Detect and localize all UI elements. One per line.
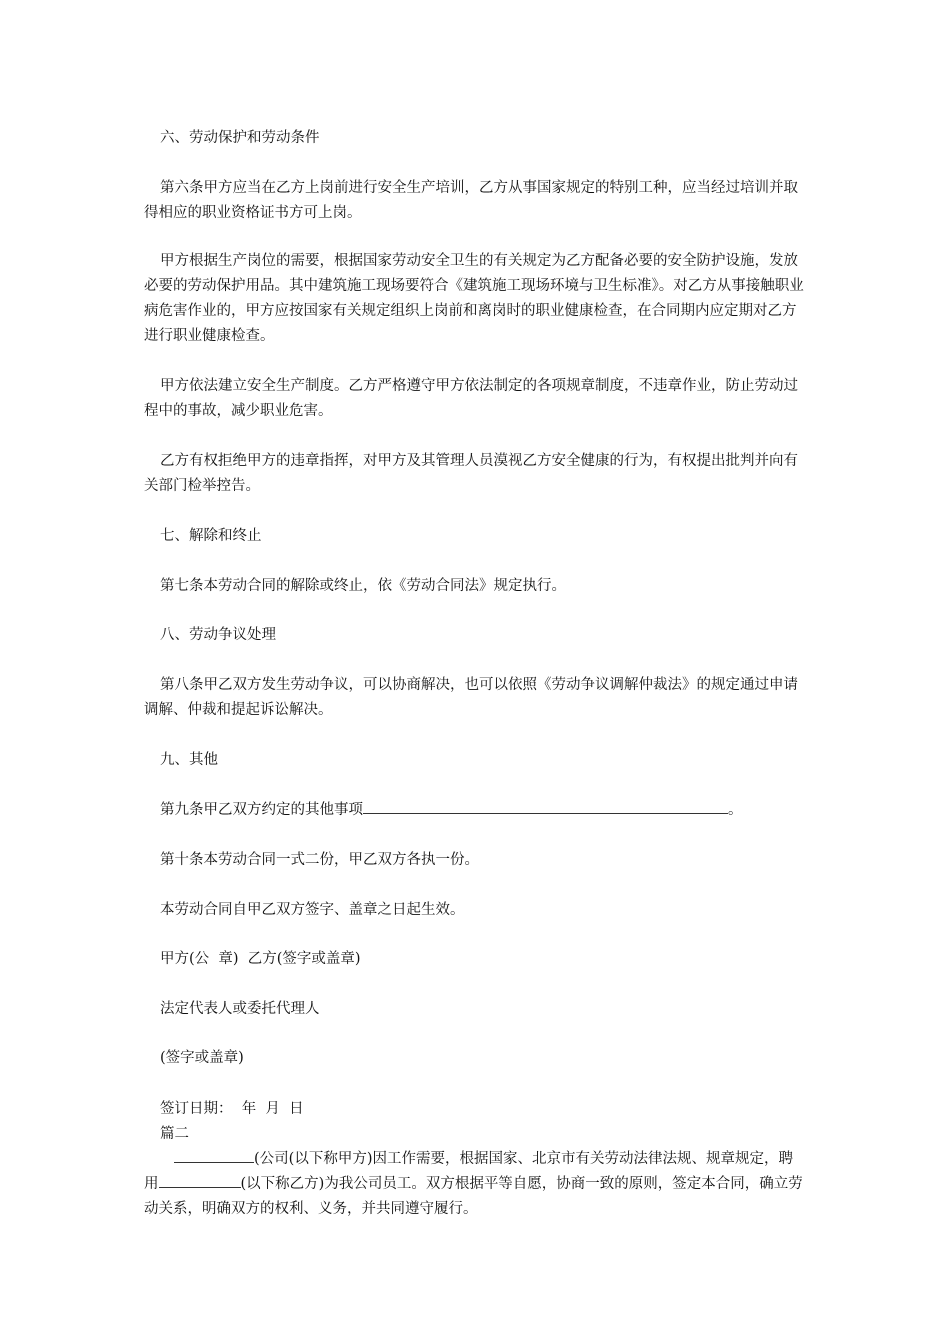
article-9-paragraph: [144, 798, 804, 823]
section-9-heading: 九、其他: [160, 752, 218, 768]
article-10-paragraph: 第十条本劳动合同一式二份，甲乙双方各执一份。: [160, 852, 479, 868]
refusal-right-paragraph: 乙方有权拒绝甲方的违章指挥，对甲方及其管理人员漠视乙方安全健康的行为，有权提出批判并向有关部门检举控告。: [144, 453, 798, 494]
section-7-heading: 七、解除和终止: [160, 528, 262, 544]
safety-system-paragraph: 甲方依法建立安全生产制度。乙方严格遵守甲方依法制定的各项规章制度，不违章作业，防止劳动过程中的事故，减少职业危害。: [144, 378, 798, 419]
article-7-paragraph: 第七条本劳动合同的解除或终止，依《劳动合同法》规定执行。: [160, 578, 566, 594]
article-6-paragraph: 第六条甲方应当在乙方上岗前进行安全生产培训，乙方从事国家规定的特别工种，应当经过培训并取得相应的职业资格证书方可上岗。: [144, 180, 798, 221]
signature-parties-line: 甲方(公 章) 乙方(签字或盖章): [160, 951, 361, 967]
part-2-intro-b: (以下称乙方)为我公司员工。双方根据平等自愿，协商一致的原则，签定本合同，确立劳动关系，明确双方的权利、义务，并共同遵守履行。: [144, 1176, 803, 1217]
article-8-paragraph: 第八条甲乙双方发生劳动争议，可以协商解决，也可以依照《劳动争议调解仲裁法》的规定通过申请调解、仲裁和提起诉讼解决。: [144, 677, 798, 718]
section-6-heading: 六、劳动保护和劳动条件: [160, 130, 320, 146]
employee-name-blank[interactable]: [159, 1173, 241, 1188]
other-matters-blank[interactable]: [363, 799, 728, 814]
signing-date-line: 签订日期： 年 月 日: [160, 1101, 304, 1117]
part-2-intro-a: (公司(以下称甲方)因工作需要，根据国家、北京市有关劳动法律法规、规章规定，聘用: [144, 1151, 793, 1192]
article-9-prefix: 第九条甲乙双方约定的其他事项: [160, 802, 363, 818]
part-2-intro-paragraph: [144, 1147, 804, 1222]
effective-paragraph: 本劳动合同自甲乙双方签字、盖章之日起生效。: [160, 902, 465, 918]
part-2-heading: 篇二: [160, 1126, 189, 1142]
signature-or-seal-line: (签字或盖章): [160, 1050, 244, 1066]
legal-representative-line: 法定代表人或委托代理人: [160, 1001, 320, 1017]
company-name-blank[interactable]: [174, 1148, 254, 1163]
protection-paragraph: 甲方根据生产岗位的需要，根据国家劳动安全卫生的有关规定为乙方配备必要的安全防护设施，发放必要的劳动保护用品。其中建筑施工现场要符合《建筑施工现场环境与卫生标准》。对乙方从事接触职业病危害作业的，甲方应按国家有关规定组织上岗前和离岗时的职业健康检查，在合同期内应定期对乙方进行职业健康检查。: [144, 253, 804, 344]
section-8-heading: 八、劳动争议处理: [160, 627, 276, 643]
article-9-suffix: 。: [728, 802, 743, 818]
